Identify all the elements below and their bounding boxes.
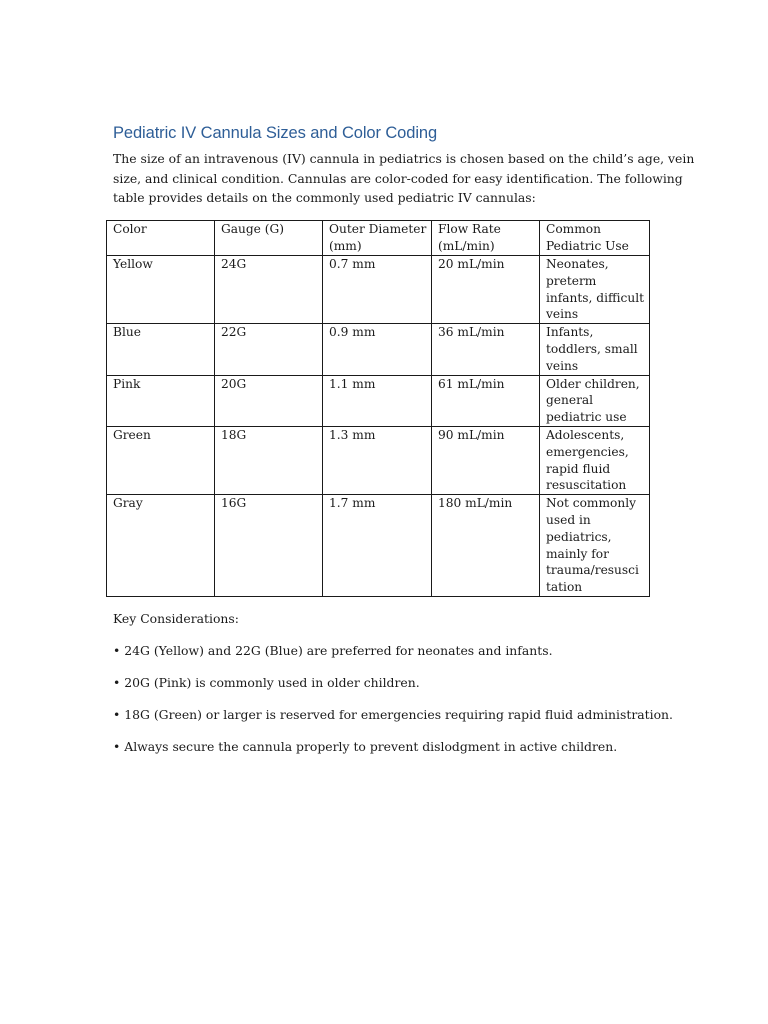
header-line: Common [546,222,601,236]
cell-flow-rate: 180 mL/min [432,495,540,597]
cell-diameter: 1.7 mm [323,495,432,597]
cell-gauge: 18G [215,426,323,494]
cell-gauge: 16G [215,495,323,597]
use-line: Older children, [546,376,640,391]
use-line: preterm [546,273,597,288]
use-line: Not commonly [546,496,637,511]
cell-pediatric-use [540,375,650,426]
list-item: • 20G (Pink) is commonly used in older children. [113,675,420,690]
cell-flow-rate: 61 mL/min [432,375,540,426]
cell-color: Gray [107,495,215,597]
header-line: Outer Diameter [329,222,427,236]
cell-diameter: 0.7 mm [323,256,432,324]
cell-flow-rate: 20 mL/min [432,256,540,324]
cell-pediatric-use [540,256,650,324]
use-line: tation [546,580,583,595]
cell-pediatric-use [540,426,650,494]
header-flow-rate [432,221,540,256]
header-pediatric-use [540,221,650,256]
use-line: emergencies, [546,444,629,459]
table-row [107,495,650,597]
list-item: • Always secure the cannula properly to prevent dislodgment in active children. [113,739,618,754]
cell-diameter: 1.3 mm [323,426,432,494]
intro-paragraph [113,149,695,208]
cell-gauge: 24G [215,256,323,324]
header-line: Flow Rate [438,222,501,236]
use-line: trauma/resusci [546,563,639,578]
intro-line: The size of an intravenous (IV) cannula in pediatrics is chosen based on the child’s age, vein [113,151,695,166]
document-title: Pediatric IV Cannula Sizes and Color Coding [113,124,438,142]
intro-line: table provides details on the commonly used pediatric IV cannulas: [113,190,536,205]
key-considerations-title: Key Considerations: [113,611,239,626]
table-row [107,256,650,324]
intro-line: size, and clinical condition. Cannulas are color-coded for easy identification. The following [113,170,683,186]
cell-color: Yellow [107,256,215,324]
table-row [107,426,650,494]
table-row [107,324,650,375]
cell-flow-rate: 36 mL/min [432,324,540,375]
header-line: (mL/min) [438,238,495,253]
use-line: veins [546,307,579,322]
cell-flow-rate: 90 mL/min [432,426,540,494]
header-gauge [215,221,323,256]
cell-diameter: 0.9 mm [323,324,432,375]
header-line: Pediatric Use [546,238,629,253]
use-line: mainly for [546,546,609,561]
header-line: (mm) [329,238,362,253]
cell-color: Blue [107,324,215,375]
use-line: resuscitation [546,478,627,493]
key-considerations-list [113,642,673,770]
cell-color: Pink [107,375,215,426]
list-item: • 18G (Green) or larger is reserved for emergencies requiring rapid fluid administration. [113,707,673,722]
use-line: used in [546,512,591,527]
table-row [107,375,650,426]
use-line: infants, difficult [546,290,644,305]
cell-color: Green [107,426,215,494]
cell-diameter: 1.1 mm [323,375,432,426]
use-line: veins [546,358,579,373]
use-line: Neonates, [546,257,609,271]
use-line: Adolescents, [546,427,625,442]
cell-gauge: 22G [215,324,323,375]
table-header-row [107,221,650,256]
use-line: general [546,393,594,408]
cell-pediatric-use [540,495,650,597]
cell-gauge: 20G [215,375,323,426]
cannula-table [106,220,650,597]
header-outer-diameter [323,221,432,256]
list-item: • 24G (Yellow) and 22G (Blue) are preferred for neonates and infants. [113,643,553,658]
header-line: Gauge (G) [221,222,284,236]
use-line: toddlers, small [546,341,638,356]
header-line: Color [113,222,147,236]
use-line: rapid fluid [546,461,611,476]
header-color [107,221,215,256]
use-line: pediatrics, [546,529,612,544]
use-line: Infants, [546,325,594,340]
cell-pediatric-use [540,324,650,375]
use-line: pediatric use [546,410,627,425]
